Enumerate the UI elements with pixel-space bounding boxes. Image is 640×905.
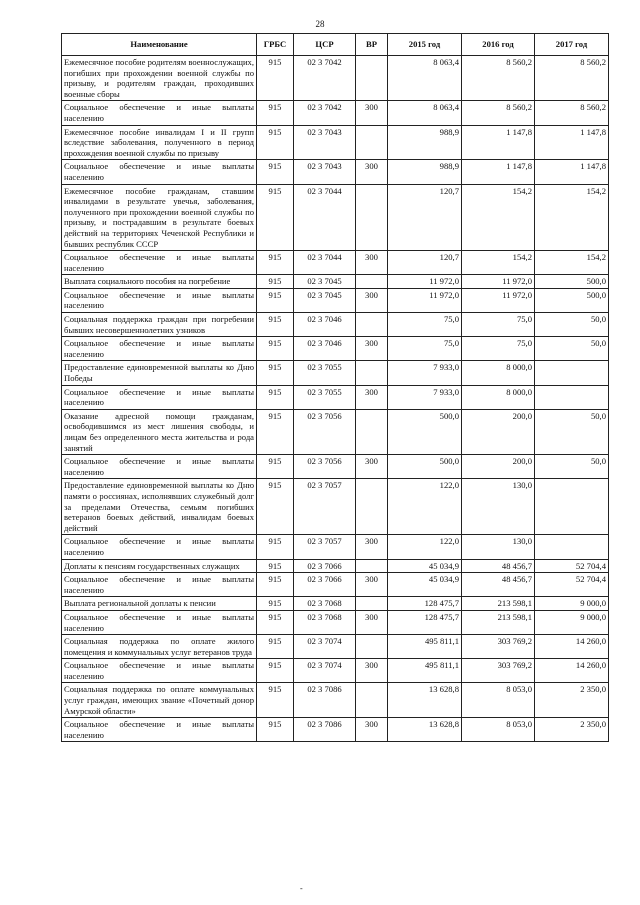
row-2017-cell: [535, 385, 609, 409]
row-csr-cell: 02 3 7045: [294, 275, 356, 289]
row-2015-cell: 7 933,0: [388, 361, 462, 385]
row-vr-cell: 300: [356, 385, 388, 409]
row-2015-cell: 128 475,7: [388, 610, 462, 634]
row-csr-cell: 02 3 7066: [294, 573, 356, 597]
row-grbs-cell: 915: [257, 559, 294, 573]
table-row: [62, 251, 609, 275]
row-2016-cell: 8 053,0: [462, 718, 535, 742]
row-vr-cell: [356, 313, 388, 337]
table-row: [62, 683, 609, 718]
row-name-cell: Социальное обеспечение и иные выплаты населению: [62, 337, 257, 361]
table-row: [62, 718, 609, 742]
row-csr-cell: 02 3 7055: [294, 385, 356, 409]
row-csr-cell: 02 3 7068: [294, 597, 356, 611]
row-csr-cell: 02 3 7044: [294, 184, 356, 251]
row-name-cell: Оказание адресной помощи гражданам, освободившимся из мест лишения свободы, и лицам без определенного места жительства и рода занятий: [62, 409, 257, 454]
row-2015-cell: 495 811,1: [388, 659, 462, 683]
row-csr-cell: 02 3 7043: [294, 160, 356, 184]
row-grbs-cell: 915: [257, 409, 294, 454]
row-grbs-cell: 915: [257, 479, 294, 535]
table-row: [62, 337, 609, 361]
header-grbs: ГРБС: [257, 34, 294, 56]
row-2017-cell: 50,0: [535, 337, 609, 361]
row-2015-cell: 122,0: [388, 535, 462, 559]
row-name-cell: Социальное обеспечение и иные выплаты населению: [62, 718, 257, 742]
table-row: [62, 184, 609, 251]
row-2016-cell: 154,2: [462, 251, 535, 275]
row-2017-cell: 14 260,0: [535, 659, 609, 683]
row-vr-cell: [356, 597, 388, 611]
row-grbs-cell: 915: [257, 337, 294, 361]
row-2017-cell: 50,0: [535, 313, 609, 337]
row-2017-cell: 500,0: [535, 275, 609, 289]
table-row: [62, 455, 609, 479]
header-csr: ЦСР: [294, 34, 356, 56]
row-name-cell: Социальное обеспечение и иные выплаты населению: [62, 659, 257, 683]
row-name-cell: Социальное обеспечение и иные выплаты населению: [62, 573, 257, 597]
row-2016-cell: 8 560,2: [462, 101, 535, 125]
row-vr-cell: 300: [356, 337, 388, 361]
row-grbs-cell: 915: [257, 718, 294, 742]
row-2017-cell: 52 704,4: [535, 573, 609, 597]
row-2017-cell: 154,2: [535, 184, 609, 251]
row-2017-cell: 9 000,0: [535, 597, 609, 611]
row-2017-cell: 2 350,0: [535, 718, 609, 742]
row-2015-cell: 122,0: [388, 479, 462, 535]
row-grbs-cell: 915: [257, 610, 294, 634]
row-2015-cell: 75,0: [388, 313, 462, 337]
row-2017-cell: 14 260,0: [535, 635, 609, 659]
row-vr-cell: 300: [356, 718, 388, 742]
header-2017: 2017 год: [535, 34, 609, 56]
row-2015-cell: 8 063,4: [388, 56, 462, 101]
page-number: 28: [315, 19, 325, 29]
row-2016-cell: 1 147,8: [462, 125, 535, 160]
row-2017-cell: 8 560,2: [535, 101, 609, 125]
table-row: [62, 535, 609, 559]
row-2015-cell: 988,9: [388, 160, 462, 184]
row-2015-cell: 128 475,7: [388, 597, 462, 611]
row-2015-cell: 45 034,9: [388, 559, 462, 573]
header-2015: 2015 год: [388, 34, 462, 56]
row-grbs-cell: 915: [257, 275, 294, 289]
row-name-cell: Социальное обеспечение и иные выплаты населению: [62, 160, 257, 184]
row-grbs-cell: 915: [257, 455, 294, 479]
row-vr-cell: [356, 559, 388, 573]
row-2016-cell: 48 456,7: [462, 573, 535, 597]
row-csr-cell: 02 3 7046: [294, 337, 356, 361]
row-vr-cell: [356, 275, 388, 289]
table-row: [62, 313, 609, 337]
table-row: [62, 385, 609, 409]
row-vr-cell: 300: [356, 535, 388, 559]
row-csr-cell: 02 3 7056: [294, 455, 356, 479]
row-vr-cell: [356, 683, 388, 718]
table-row: [62, 597, 609, 611]
row-vr-cell: 300: [356, 101, 388, 125]
row-2017-cell: 2 350,0: [535, 683, 609, 718]
row-name-cell: Социальная поддержка по оплате жилого помещения и коммунальных услуг ветеранов труда: [62, 635, 257, 659]
table-row: [62, 573, 609, 597]
row-2016-cell: 8 560,2: [462, 56, 535, 101]
row-2016-cell: 213 598,1: [462, 610, 535, 634]
row-2015-cell: 7 933,0: [388, 385, 462, 409]
row-name-cell: Социальное обеспечение и иные выплаты населению: [62, 535, 257, 559]
table-header-row: [62, 34, 609, 56]
row-grbs-cell: 915: [257, 125, 294, 160]
row-name-cell: Социальное обеспечение и иные выплаты населению: [62, 101, 257, 125]
table-row: [62, 288, 609, 312]
table-row: [62, 610, 609, 634]
row-2017-cell: 1 147,8: [535, 125, 609, 160]
row-2017-cell: 9 000,0: [535, 610, 609, 634]
row-name-cell: Социальное обеспечение и иные выплаты населению: [62, 610, 257, 634]
row-2016-cell: 213 598,1: [462, 597, 535, 611]
row-name-cell: Ежемесячное пособие родителям военнослужащих, погибших при прохождении военной службы по призыву, и родителям граждан, проходивших военные сборы: [62, 56, 257, 101]
row-name-cell: Выплата социального пособия на погребение: [62, 275, 257, 289]
row-2016-cell: 303 769,2: [462, 659, 535, 683]
row-csr-cell: 02 3 7057: [294, 479, 356, 535]
row-grbs-cell: 915: [257, 385, 294, 409]
row-2015-cell: 11 972,0: [388, 288, 462, 312]
row-vr-cell: 300: [356, 659, 388, 683]
row-grbs-cell: 915: [257, 288, 294, 312]
row-name-cell: Предоставление единовременной выплаты ко Дню памяти о россиянах, исполнявших служебный долг за пределами Отечества, семьям погибших ветеранов боевых действий, инвалидам боевых действий: [62, 479, 257, 535]
row-csr-cell: 02 3 7042: [294, 56, 356, 101]
row-grbs-cell: 915: [257, 184, 294, 251]
row-csr-cell: 02 3 7046: [294, 313, 356, 337]
table-row: [62, 361, 609, 385]
table-row: [62, 559, 609, 573]
table-row: [62, 479, 609, 535]
row-2016-cell: 75,0: [462, 337, 535, 361]
row-vr-cell: [356, 56, 388, 101]
row-name-cell: Предоставление единовременной выплаты ко Дню Победы: [62, 361, 257, 385]
row-grbs-cell: 915: [257, 535, 294, 559]
row-2015-cell: 13 628,8: [388, 718, 462, 742]
row-name-cell: Социальное обеспечение и иные выплаты населению: [62, 385, 257, 409]
row-vr-cell: [356, 409, 388, 454]
row-2015-cell: 500,0: [388, 409, 462, 454]
row-2017-cell: [535, 479, 609, 535]
row-csr-cell: 02 3 7043: [294, 125, 356, 160]
row-vr-cell: [356, 479, 388, 535]
row-grbs-cell: 915: [257, 313, 294, 337]
row-2015-cell: 500,0: [388, 455, 462, 479]
row-2015-cell: 11 972,0: [388, 275, 462, 289]
table-row: [62, 635, 609, 659]
row-2016-cell: 8 000,0: [462, 361, 535, 385]
table-row: [62, 659, 609, 683]
table-row: [62, 125, 609, 160]
row-2015-cell: 120,7: [388, 184, 462, 251]
row-2015-cell: 8 063,4: [388, 101, 462, 125]
row-2015-cell: 988,9: [388, 125, 462, 160]
row-name-cell: Социальное обеспечение и иные выплаты населению: [62, 288, 257, 312]
row-csr-cell: 02 3 7086: [294, 718, 356, 742]
row-csr-cell: 02 3 7068: [294, 610, 356, 634]
row-2016-cell: 11 972,0: [462, 288, 535, 312]
row-2016-cell: 11 972,0: [462, 275, 535, 289]
row-2015-cell: 45 034,9: [388, 573, 462, 597]
row-csr-cell: 02 3 7074: [294, 659, 356, 683]
row-2017-cell: 50,0: [535, 455, 609, 479]
row-2017-cell: [535, 535, 609, 559]
row-vr-cell: [356, 125, 388, 160]
row-2017-cell: 500,0: [535, 288, 609, 312]
row-vr-cell: 300: [356, 455, 388, 479]
row-vr-cell: [356, 361, 388, 385]
row-2015-cell: 495 811,1: [388, 635, 462, 659]
row-grbs-cell: 915: [257, 251, 294, 275]
row-2017-cell: 52 704,4: [535, 559, 609, 573]
row-vr-cell: 300: [356, 160, 388, 184]
table-row: [62, 101, 609, 125]
header-vr: ВР: [356, 34, 388, 56]
row-2016-cell: 48 456,7: [462, 559, 535, 573]
row-csr-cell: 02 3 7056: [294, 409, 356, 454]
row-csr-cell: 02 3 7042: [294, 101, 356, 125]
row-grbs-cell: 915: [257, 635, 294, 659]
row-2016-cell: 303 769,2: [462, 635, 535, 659]
row-name-cell: Ежемесячное пособие гражданам, ставшим инвалидами в результате увечья, заболевания, полученного при прохождении военной службы по призыву, и пострадавшим в результате боевых действий на территориях Чеченской Республики и бывших республик СССР: [62, 184, 257, 251]
row-name-cell: Выплата региональной доплаты к пенсии: [62, 597, 257, 611]
row-2016-cell: 154,2: [462, 184, 535, 251]
row-grbs-cell: 915: [257, 683, 294, 718]
row-grbs-cell: 915: [257, 597, 294, 611]
row-grbs-cell: 915: [257, 101, 294, 125]
row-2016-cell: 200,0: [462, 455, 535, 479]
row-2016-cell: 1 147,8: [462, 160, 535, 184]
row-csr-cell: 02 3 7066: [294, 559, 356, 573]
row-csr-cell: 02 3 7086: [294, 683, 356, 718]
row-vr-cell: 300: [356, 573, 388, 597]
row-grbs-cell: 915: [257, 56, 294, 101]
row-grbs-cell: 915: [257, 160, 294, 184]
row-csr-cell: 02 3 7074: [294, 635, 356, 659]
header-name: Наименование: [62, 34, 257, 56]
row-csr-cell: 02 3 7057: [294, 535, 356, 559]
row-name-cell: Социальная поддержка по оплате коммунальных услуг граждан, имеющих звание «Почетный донор Амурской области»: [62, 683, 257, 718]
row-vr-cell: 300: [356, 610, 388, 634]
row-2017-cell: 1 147,8: [535, 160, 609, 184]
row-2016-cell: 8 053,0: [462, 683, 535, 718]
table-row: [62, 160, 609, 184]
row-2015-cell: 75,0: [388, 337, 462, 361]
row-grbs-cell: 915: [257, 659, 294, 683]
row-csr-cell: 02 3 7044: [294, 251, 356, 275]
row-grbs-cell: 915: [257, 361, 294, 385]
row-name-cell: Социальное обеспечение и иные выплаты населению: [62, 251, 257, 275]
row-2017-cell: [535, 361, 609, 385]
row-2017-cell: 8 560,2: [535, 56, 609, 101]
header-2016: 2016 год: [462, 34, 535, 56]
row-vr-cell: 300: [356, 251, 388, 275]
row-vr-cell: [356, 635, 388, 659]
row-2015-cell: 13 628,8: [388, 683, 462, 718]
row-2015-cell: 120,7: [388, 251, 462, 275]
row-csr-cell: 02 3 7045: [294, 288, 356, 312]
row-2016-cell: 200,0: [462, 409, 535, 454]
table-row: [62, 56, 609, 101]
page-mark: -: [300, 884, 303, 893]
row-vr-cell: 300: [356, 288, 388, 312]
row-2016-cell: 75,0: [462, 313, 535, 337]
row-name-cell: Социальное обеспечение и иные выплаты населению: [62, 455, 257, 479]
row-vr-cell: [356, 184, 388, 251]
table-row: [62, 275, 609, 289]
row-2017-cell: 154,2: [535, 251, 609, 275]
row-2016-cell: 130,0: [462, 479, 535, 535]
row-2016-cell: 130,0: [462, 535, 535, 559]
row-name-cell: Доплаты к пенсиям государственных служащих: [62, 559, 257, 573]
row-2017-cell: 50,0: [535, 409, 609, 454]
row-2016-cell: 8 000,0: [462, 385, 535, 409]
table-row: [62, 409, 609, 454]
row-grbs-cell: 915: [257, 573, 294, 597]
row-name-cell: Ежемесячное пособие инвалидам I и II групп вследствие заболевания, полученного в период прохождения военной службы по призыву: [62, 125, 257, 160]
row-csr-cell: 02 3 7055: [294, 361, 356, 385]
budget-table: [61, 33, 609, 742]
row-name-cell: Социальная поддержка граждан при погребении бывших несовершеннолетних узников: [62, 313, 257, 337]
